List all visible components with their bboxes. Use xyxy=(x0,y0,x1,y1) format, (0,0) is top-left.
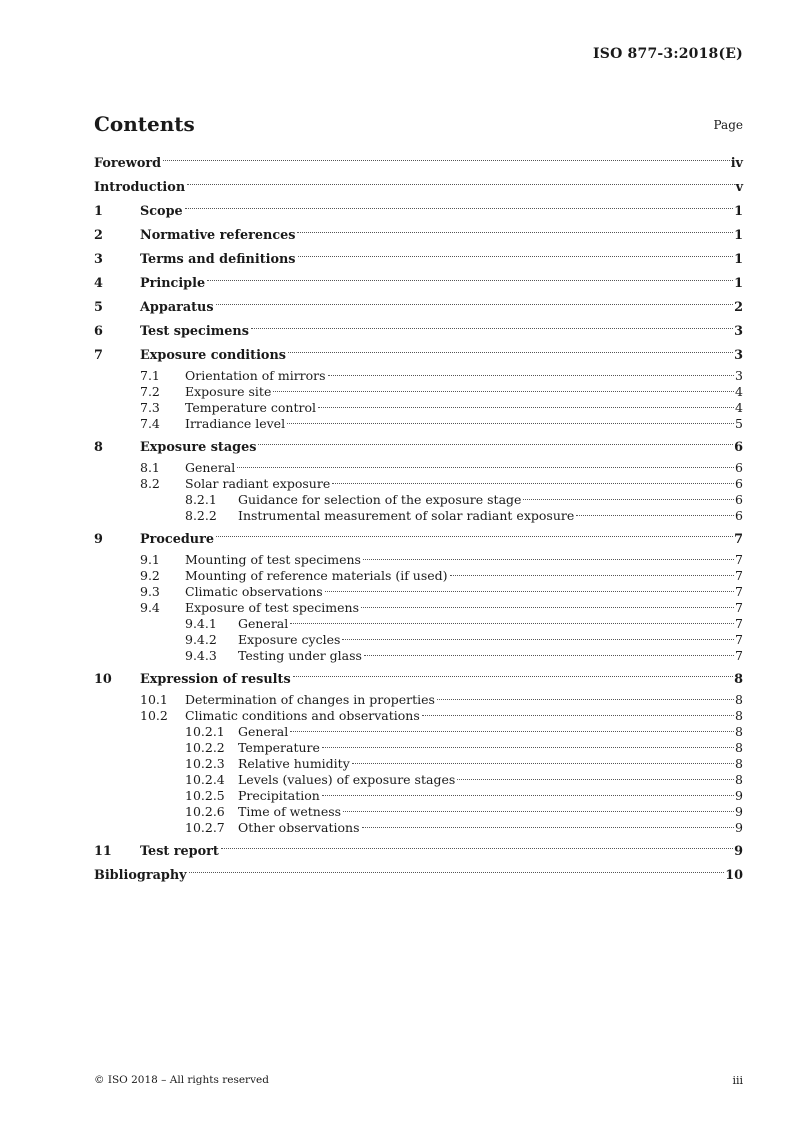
toc-entry[interactable] xyxy=(94,632,743,648)
toc-entry-page: 8 xyxy=(734,672,743,687)
toc-entry[interactable] xyxy=(94,384,743,400)
toc-entry[interactable] xyxy=(94,568,743,584)
dot-leader xyxy=(362,827,735,828)
dot-leader xyxy=(457,779,734,780)
toc-entry-page: 7 xyxy=(735,600,743,615)
toc-entry[interactable] xyxy=(94,476,743,492)
toc-entry-number: 9 xyxy=(94,532,103,547)
toc-entry-title: Introduction xyxy=(94,176,186,200)
toc-entry[interactable] xyxy=(94,320,743,344)
toc-entry[interactable] xyxy=(94,152,743,176)
toc-entry-number: 7.3 xyxy=(140,400,160,415)
toc-entry-number: 8.1 xyxy=(140,460,160,475)
toc-entry-page: 6 xyxy=(735,476,743,491)
toc-entry-title: Solar radiant exposure xyxy=(185,476,331,491)
toc-entry-page: 8 xyxy=(735,772,743,787)
dot-leader xyxy=(298,256,734,257)
toc-entry-title: Mounting of reference materials (if used) xyxy=(185,568,448,583)
dot-leader xyxy=(221,848,733,849)
toc-entry-page: 8 xyxy=(735,724,743,739)
dot-leader xyxy=(342,639,734,640)
toc-entry-number: 8.2.1 xyxy=(185,492,217,507)
toc-entry[interactable] xyxy=(94,272,743,296)
toc-entry[interactable] xyxy=(94,492,743,508)
toc-entry[interactable] xyxy=(94,788,743,804)
toc-entry-title: Principle xyxy=(140,272,206,296)
toc-entry-page: iv xyxy=(730,156,743,171)
toc-entry[interactable] xyxy=(94,616,743,632)
toc-entry-title: Instrumental measurement of solar radiant exposure xyxy=(238,508,575,523)
toc-entry-page: 7 xyxy=(734,532,743,547)
toc-entry[interactable] xyxy=(94,508,743,524)
toc-entry-title: Foreword xyxy=(94,152,162,176)
toc-entry-title: Bibliography xyxy=(94,864,188,888)
toc-entry-number: 7.2 xyxy=(140,384,160,399)
toc-entry[interactable] xyxy=(94,552,743,568)
toc-entry-number: 1 xyxy=(94,204,103,219)
toc-entry-title: Test specimens xyxy=(140,320,250,344)
toc-entry[interactable] xyxy=(94,724,743,740)
toc-entry[interactable] xyxy=(94,344,743,368)
dot-leader xyxy=(237,467,734,468)
dot-leader xyxy=(361,607,734,608)
toc-entry-title: Scope xyxy=(140,200,184,224)
dot-leader xyxy=(273,391,734,392)
toc-entry-title: Procedure xyxy=(140,528,215,552)
toc-entry-title: Temperature xyxy=(238,740,320,755)
toc-entry[interactable] xyxy=(94,200,743,224)
toc-entry[interactable] xyxy=(94,176,743,200)
dot-leader xyxy=(216,536,733,537)
table-of-contents xyxy=(94,152,743,888)
toc-entry-number: 10.2.1 xyxy=(185,724,225,739)
toc-entry[interactable] xyxy=(94,756,743,772)
toc-entry-title: Exposure of test specimens xyxy=(185,600,359,615)
dot-leader xyxy=(287,423,734,424)
page-column-label: Page xyxy=(713,118,743,132)
dot-leader xyxy=(450,575,735,576)
toc-entry[interactable] xyxy=(94,864,743,888)
toc-entry-page: 4 xyxy=(735,384,743,399)
toc-entry-number: 6 xyxy=(94,324,103,339)
toc-entry-page: 4 xyxy=(735,400,743,415)
toc-entry[interactable] xyxy=(94,692,743,708)
toc-entry-page: 8 xyxy=(735,740,743,755)
toc-entry-title: Time of wetness xyxy=(238,804,342,819)
toc-entry-page: 6 xyxy=(735,460,743,475)
toc-entry-number: 9.4.3 xyxy=(185,648,217,663)
toc-entry-number: 5 xyxy=(94,300,103,315)
dot-leader xyxy=(187,184,734,185)
toc-entry-title: Test report xyxy=(140,840,220,864)
toc-entry-number: 10.2.3 xyxy=(185,756,225,771)
toc-entry[interactable] xyxy=(94,436,743,460)
dot-leader xyxy=(364,655,734,656)
toc-entry-title: Expression of results xyxy=(140,668,292,692)
dot-leader xyxy=(328,375,734,376)
toc-entry-number: 11 xyxy=(94,844,112,859)
toc-entry-page: 7 xyxy=(735,568,743,583)
toc-entry[interactable] xyxy=(94,804,743,820)
toc-entry[interactable] xyxy=(94,772,743,788)
toc-entry-number: 10.1 xyxy=(140,692,168,707)
dot-leader xyxy=(189,872,725,873)
dot-leader xyxy=(422,715,734,716)
dot-leader xyxy=(251,328,733,329)
dot-leader xyxy=(322,747,734,748)
toc-entry-title: Irradiance level xyxy=(185,416,286,431)
toc-entry[interactable] xyxy=(94,584,743,600)
toc-entry[interactable] xyxy=(94,400,743,416)
toc-entry-page: v xyxy=(735,180,743,195)
toc-entry-page: 6 xyxy=(735,508,743,523)
toc-entry-number: 9.4.1 xyxy=(185,616,217,631)
toc-entry-page: 3 xyxy=(734,324,743,339)
toc-entry-title: Normative references xyxy=(140,224,296,248)
toc-entry-page: 7 xyxy=(735,616,743,631)
toc-entry[interactable] xyxy=(94,740,743,756)
dot-leader xyxy=(216,304,734,305)
toc-entry-title: Exposure conditions xyxy=(140,344,287,368)
toc-entry-title: Guidance for selection of the exposure stage xyxy=(238,492,522,507)
dot-leader xyxy=(163,160,730,161)
toc-entry-page: 9 xyxy=(735,804,743,819)
toc-entry-page: 9 xyxy=(735,820,743,835)
toc-entry-page: 5 xyxy=(735,416,743,431)
toc-entry-title: General xyxy=(185,460,236,475)
toc-entry-page: 1 xyxy=(734,276,743,291)
dot-leader xyxy=(290,731,734,732)
document-id: ISO 877-3:2018(E) xyxy=(593,46,743,62)
toc-entry[interactable] xyxy=(94,820,743,836)
toc-entry-page: 3 xyxy=(735,368,743,383)
toc-entry-title: General xyxy=(238,616,289,631)
footer-page-number: iii xyxy=(732,1074,743,1087)
toc-entry-title: Climatic observations xyxy=(185,584,323,599)
toc-entry-title: Climatic conditions and observations xyxy=(185,708,420,723)
toc-entry-title: Orientation of mirrors xyxy=(185,368,326,383)
dot-leader xyxy=(352,763,734,764)
toc-entry-number: 9.3 xyxy=(140,584,160,599)
toc-entry-page: 6 xyxy=(734,440,743,455)
toc-entry-title: Testing under glass xyxy=(238,648,362,663)
toc-entry-number: 9.4.2 xyxy=(185,632,217,647)
toc-entry-number: 10.2.7 xyxy=(185,820,225,835)
toc-entry-page: 8 xyxy=(735,692,743,707)
toc-entry-title: Exposure cycles xyxy=(238,632,341,647)
toc-entry-page: 10 xyxy=(725,868,743,883)
dot-leader xyxy=(293,676,733,677)
toc-entry-number: 10.2.6 xyxy=(185,804,225,819)
toc-entry-number: 9.2 xyxy=(140,568,160,583)
toc-entry-page: 3 xyxy=(734,348,743,363)
toc-entry-number: 7.4 xyxy=(140,416,160,431)
dot-leader xyxy=(363,559,734,560)
toc-entry-title: Precipitation xyxy=(238,788,320,803)
toc-entry-page: 2 xyxy=(734,300,743,315)
toc-entry[interactable] xyxy=(94,224,743,248)
dot-leader xyxy=(325,591,734,592)
toc-entry-title: Levels (values) of exposure stages xyxy=(238,772,456,787)
toc-entry-number: 10.2 xyxy=(140,708,168,723)
toc-entry[interactable] xyxy=(94,840,743,864)
toc-entry-number: 10.2.5 xyxy=(185,788,225,803)
dot-leader xyxy=(207,280,733,281)
dot-leader xyxy=(290,623,734,624)
toc-entry-number: 8.2 xyxy=(140,476,160,491)
toc-entry[interactable] xyxy=(94,248,743,272)
toc-entry[interactable] xyxy=(94,708,743,724)
dot-leader xyxy=(258,444,733,445)
toc-entry-page: 6 xyxy=(735,492,743,507)
dot-leader xyxy=(332,483,734,484)
toc-entry-number: 7.1 xyxy=(140,368,160,383)
toc-entry-page: 8 xyxy=(735,708,743,723)
toc-entry-number: 4 xyxy=(94,276,103,291)
toc-entry-number: 10 xyxy=(94,672,112,687)
toc-entry-page: 1 xyxy=(734,228,743,243)
toc-entry[interactable] xyxy=(94,368,743,384)
toc-entry-title: Mounting of test specimens xyxy=(185,552,361,567)
toc-entry-number: 9.4 xyxy=(140,600,160,615)
toc-entry-number: 10.2.4 xyxy=(185,772,225,787)
toc-entry-title: Terms and definitions xyxy=(140,248,297,272)
toc-entry-title: Relative humidity xyxy=(238,756,350,771)
toc-entry-number: 10.2.2 xyxy=(185,740,225,755)
toc-entry-title: Exposure stages xyxy=(140,436,257,460)
toc-entry[interactable] xyxy=(94,416,743,432)
toc-entry-page: 7 xyxy=(735,632,743,647)
toc-entry-number: 8 xyxy=(94,440,103,455)
toc-entry-page: 1 xyxy=(734,204,743,219)
dot-leader xyxy=(318,407,734,408)
toc-entry-page: 1 xyxy=(734,252,743,267)
footer-copyright: © ISO 2018 – All rights reserved xyxy=(94,1074,269,1086)
toc-entry-page: 7 xyxy=(735,552,743,567)
toc-entry-title: Temperature control xyxy=(185,400,316,415)
toc-entry[interactable] xyxy=(94,668,743,692)
toc-entry-title: Apparatus xyxy=(140,296,215,320)
toc-entry-title: Other observations xyxy=(238,820,360,835)
dot-leader xyxy=(576,515,734,516)
dot-leader xyxy=(322,795,734,796)
toc-entry-page: 8 xyxy=(735,756,743,771)
toc-entry-page: 7 xyxy=(735,648,743,663)
page-title: Contents xyxy=(94,112,195,136)
toc-entry[interactable] xyxy=(94,528,743,552)
toc-entry[interactable] xyxy=(94,648,743,664)
dot-leader xyxy=(523,499,734,500)
toc-entry-page: 9 xyxy=(735,788,743,803)
toc-entry-page: 7 xyxy=(735,584,743,599)
toc-entry-number: 9.1 xyxy=(140,552,160,567)
toc-entry-title: Determination of changes in properties xyxy=(185,692,435,707)
dot-leader xyxy=(343,811,734,812)
toc-entry-title: General xyxy=(238,724,289,739)
toc-entry[interactable] xyxy=(94,296,743,320)
toc-entry-number: 3 xyxy=(94,252,103,267)
dot-leader xyxy=(297,232,733,233)
dot-leader xyxy=(437,699,734,700)
toc-entry-title: Exposure site xyxy=(185,384,272,399)
toc-entry-number: 2 xyxy=(94,228,103,243)
toc-entry-number: 8.2.2 xyxy=(185,508,217,523)
toc-entry[interactable] xyxy=(94,600,743,616)
dot-leader xyxy=(185,208,733,209)
toc-entry[interactable] xyxy=(94,460,743,476)
dot-leader xyxy=(288,352,733,353)
toc-entry-number: 7 xyxy=(94,348,103,363)
toc-entry-page: 9 xyxy=(734,844,743,859)
